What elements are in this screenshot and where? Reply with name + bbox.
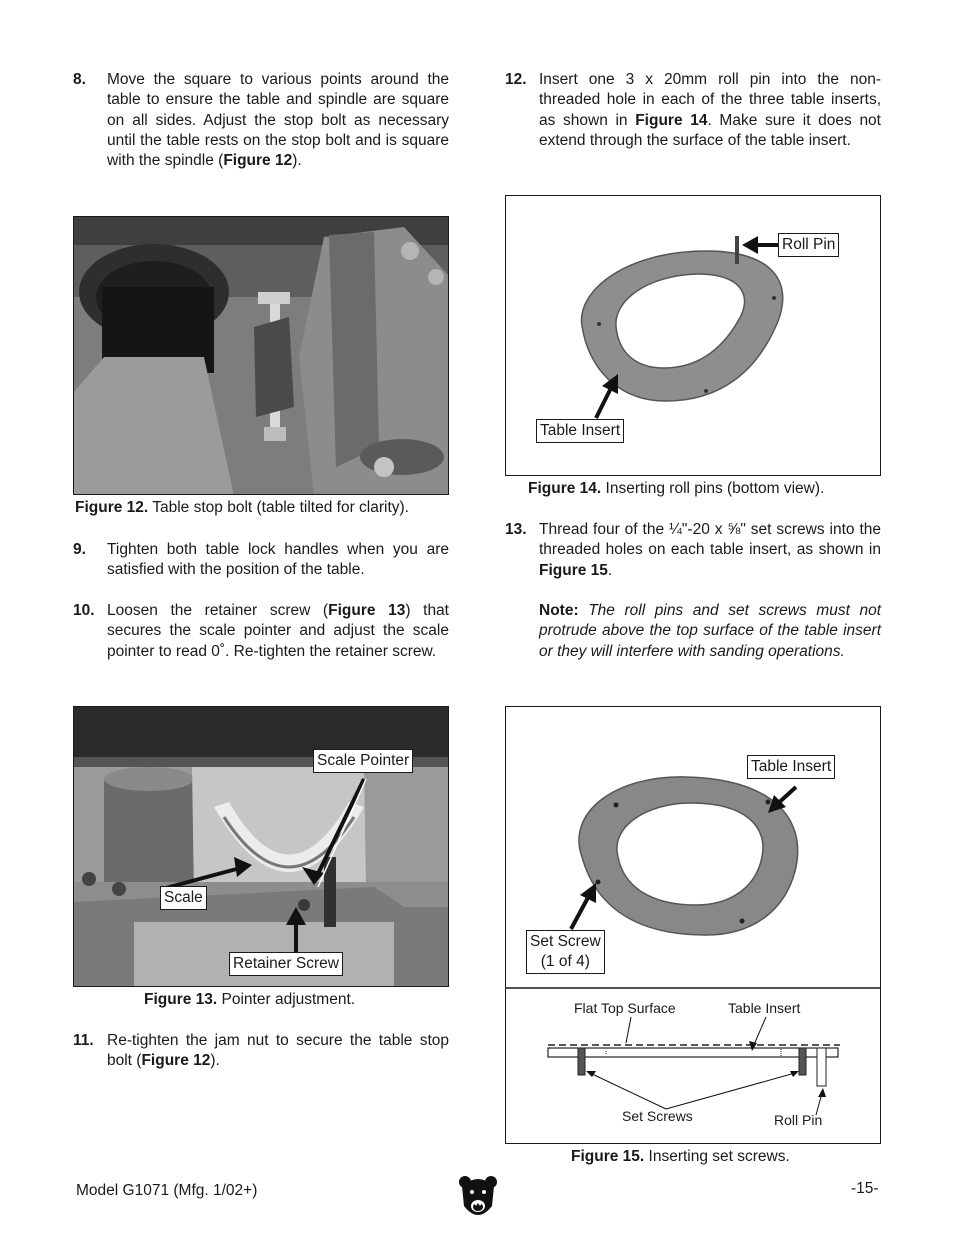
callout-set-screw: Set Screw (1 of 4) bbox=[526, 930, 605, 974]
step-9 bbox=[73, 540, 449, 582]
label-roll-pin: Roll Pin bbox=[774, 1112, 823, 1128]
step-10 bbox=[73, 601, 449, 683]
table-stop-bolt-illustration bbox=[74, 217, 449, 495]
step-11 bbox=[73, 1031, 449, 1073]
figure-14-box bbox=[505, 195, 881, 476]
step-number: 9. bbox=[73, 541, 86, 558]
figure-13-caption: Figure 13. Pointer adjustment. bbox=[144, 991, 356, 1008]
figure-reference: Figure 12 bbox=[223, 152, 293, 170]
figure-15-caption: Figure 15. Inserting set screws. bbox=[571, 1148, 790, 1165]
figure-15-box bbox=[505, 706, 881, 1144]
step-text: Tighten both table lock handles when you are satisfied with the position of the table. bbox=[107, 541, 449, 579]
label-set-screws: Set Screws bbox=[622, 1108, 693, 1124]
note bbox=[539, 601, 881, 683]
figure-12-photo bbox=[73, 216, 449, 495]
figure-reference: Figure 15 bbox=[539, 561, 608, 579]
step-13 bbox=[505, 520, 881, 582]
figure-reference: Figure 14 bbox=[635, 111, 708, 129]
note-text: Note: The roll pins and set screws must not protrude above the top surface of the table insert or they will interfere with sanding operations. bbox=[539, 602, 882, 660]
callout-roll-pin: Roll Pin bbox=[778, 233, 839, 257]
footer-model: Model G1071 (Mfg. 1/02+) bbox=[76, 1182, 258, 1199]
figure-14-caption: Figure 14. Inserting roll pins (bottom view). bbox=[528, 480, 825, 497]
callout-scale: Scale bbox=[160, 886, 207, 910]
step-text: Loosen the retainer screw (Figure 13) that secures the scale pointer and adjust the scale pointer to read 0˚. Re-tighten the retainer screw. bbox=[107, 602, 449, 660]
label-table-insert-diagram: Table Insert bbox=[728, 1000, 801, 1016]
figure-reference: Figure 12 bbox=[141, 1052, 211, 1070]
set-screw-cross-section-diagram bbox=[506, 707, 881, 1144]
label-flat-top-surface: Flat Top Surface bbox=[574, 1000, 676, 1016]
step-number: 13. bbox=[505, 521, 527, 538]
step-number: 11. bbox=[73, 1032, 94, 1049]
step-number: 10. bbox=[73, 602, 95, 619]
figure-reference: Figure 13 bbox=[328, 602, 406, 619]
step-text: Move the square to various points around the table to ensure the table and spindle are square on all sides. Adjust the stop bolt as necessary until the table rests on the stop bolt and is square with the spindle (Figure 12). bbox=[107, 71, 449, 170]
bear-head-icon bbox=[458, 1172, 498, 1224]
callout-scale-pointer: Scale Pointer bbox=[313, 749, 413, 773]
step-12 bbox=[505, 70, 881, 174]
step-text: Thread four of the ¼"-20 x ⅝" set screws into the threaded holes on each table insert, as shown in Figure 15. bbox=[539, 521, 881, 579]
step-text: Insert one 3 x 20mm roll pin into the non-threaded hole in each of the three table inserts, as shown in Figure 14. Make sure it does not extend through the surface of the table insert. bbox=[539, 71, 881, 149]
step-text: Re-tighten the jam nut to secure the table stop bolt (Figure 12). bbox=[107, 1032, 449, 1070]
figure-12-caption: Figure 12. Table stop bolt (table tilted for clarity). bbox=[75, 499, 409, 516]
step-number: 12. bbox=[505, 71, 527, 88]
footer-page-number: -15- bbox=[851, 1180, 879, 1197]
step-8 bbox=[73, 70, 449, 194]
step-number: 8. bbox=[73, 71, 86, 88]
figure-13-photo bbox=[73, 706, 449, 987]
callout-table-insert: Table Insert bbox=[747, 755, 835, 779]
callout-table-insert: Table Insert bbox=[536, 419, 624, 443]
callout-retainer-screw: Retainer Screw bbox=[229, 952, 343, 976]
